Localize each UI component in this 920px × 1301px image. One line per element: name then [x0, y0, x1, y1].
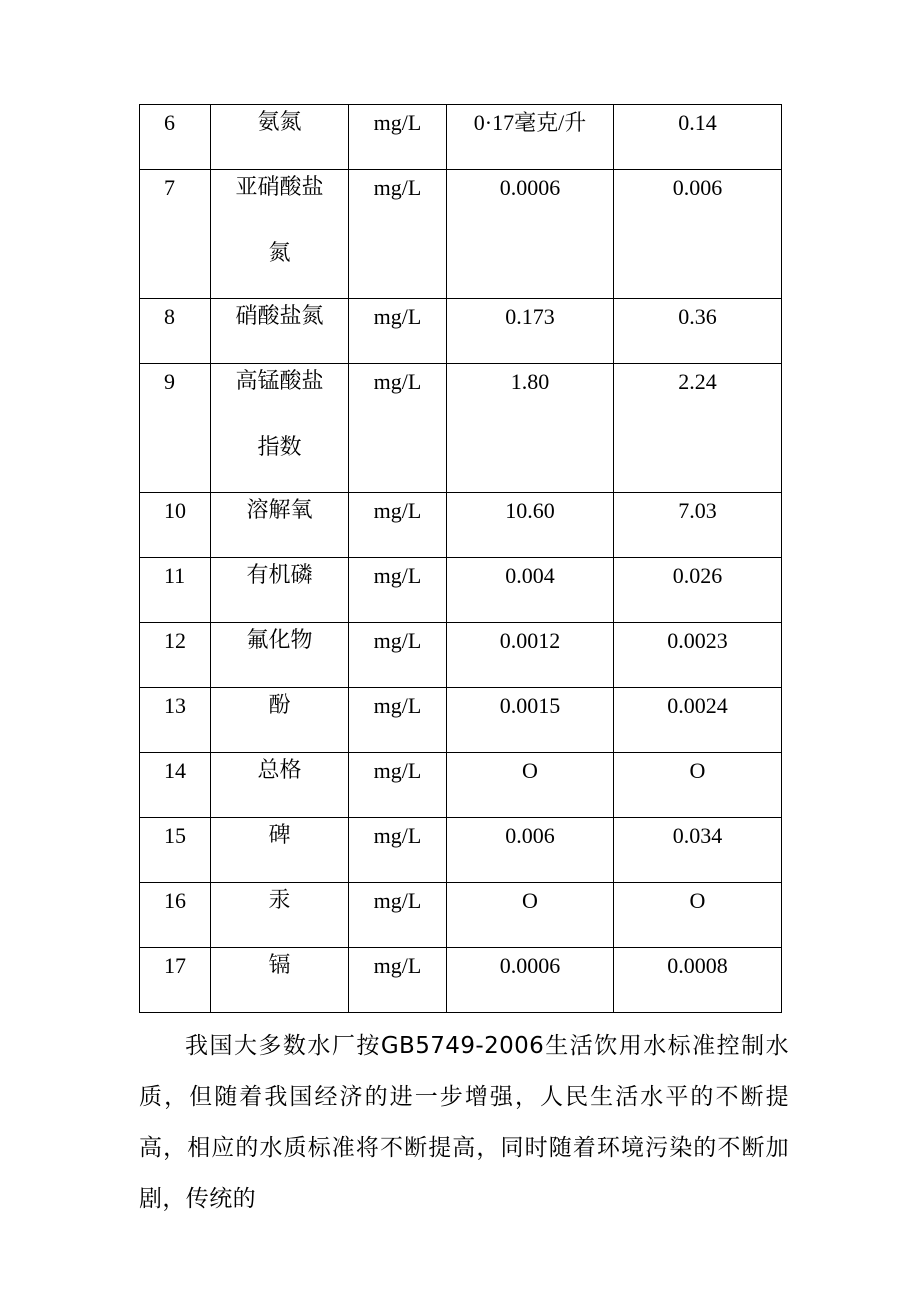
unit-cell [349, 948, 447, 1013]
row-number: 15 [164, 823, 186, 848]
row-number: 8 [164, 304, 175, 329]
row-number: 12 [164, 628, 186, 653]
value-2: 0.0008 [667, 953, 728, 978]
unit-cell [349, 170, 447, 299]
value-1: 0.0012 [499, 628, 561, 653]
unit: mg/L [373, 498, 422, 523]
indicator-name: 镉 [268, 953, 291, 978]
value-2: 0.0024 [667, 693, 728, 718]
value-1-cell [447, 364, 614, 493]
row-number: 11 [164, 563, 186, 588]
indicator-name-cell [211, 170, 349, 299]
indicator-name: 碑 [268, 823, 291, 848]
table-body [140, 105, 782, 1013]
indicator-name: 氟化物 [246, 628, 313, 653]
row-number: 7 [164, 175, 175, 200]
value-1-cell [447, 170, 614, 299]
table-row [140, 948, 782, 1013]
row-number-cell [140, 170, 211, 299]
row-number: 6 [164, 110, 175, 135]
value-2-cell [614, 170, 782, 299]
row-number-cell [140, 364, 211, 493]
unit: mg/L [373, 628, 422, 653]
indicator-name-cell [211, 364, 349, 493]
row-number: 10 [164, 498, 186, 523]
indicator-name: 硝酸盐氮 [235, 304, 324, 329]
value-2: 0.0023 [667, 628, 728, 653]
row-number: 9 [164, 369, 175, 394]
unit: mg/L [373, 110, 422, 135]
value-2: 0.006 [672, 175, 723, 200]
indicator-name: 溶解氧 [246, 498, 313, 523]
indicator-name: 亚硝酸盐 氮 [235, 175, 324, 266]
indicator-name: 氨氮 [257, 110, 302, 135]
value-2: 0.14 [678, 110, 717, 135]
value-1: 0.0006 [499, 175, 561, 200]
value-2: 0.026 [672, 563, 723, 588]
body-paragraph [139, 1021, 789, 1225]
indicator-name-cell [211, 948, 349, 1013]
unit: mg/L [373, 369, 422, 394]
unit: mg/L [373, 563, 422, 588]
value-1: 1.80 [510, 369, 550, 394]
value-1: 0.006 [505, 823, 555, 848]
unit: mg/L [373, 175, 422, 200]
value-1: 0.173 [505, 304, 555, 329]
unit: mg/L [373, 758, 422, 783]
value-1: 10.60 [505, 498, 555, 523]
unit: mg/L [373, 953, 422, 978]
row-number: 14 [164, 758, 186, 783]
value-1: 0.0015 [499, 693, 561, 718]
table-row [140, 170, 782, 299]
value-2: O [689, 888, 706, 913]
paragraph-text: 我国大多数水厂按GB5749-2006生活饮用水标准控制水质，但随着我国经济的进一步增强，人民生活水平的不断提高，相应的水质标准将不断提高，同时随着环境污染的不断加剧，传统的 [139, 1033, 789, 1212]
unit-cell [349, 364, 447, 493]
indicator-name: 总格 [257, 758, 302, 783]
value-2-cell [614, 948, 782, 1013]
indicator-name: 酚 [268, 693, 291, 718]
row-number: 17 [164, 953, 186, 978]
unit: mg/L [373, 888, 422, 913]
value-2: 7.03 [678, 498, 717, 523]
value-2: O [689, 758, 706, 783]
indicator-name: 高锰酸盐 指数 [235, 369, 324, 460]
value-2-cell [614, 364, 782, 493]
row-number-cell [140, 948, 211, 1013]
water-quality-table [139, 104, 782, 1013]
value-1-cell [447, 948, 614, 1013]
table-row [140, 364, 782, 493]
indicator-name: 汞 [268, 888, 291, 913]
row-number: 13 [164, 693, 186, 718]
value-2: 2.24 [678, 369, 717, 394]
value-2: 0.36 [678, 304, 717, 329]
indicator-name: 有机磷 [246, 563, 313, 588]
value-1: 0.0006 [499, 953, 561, 978]
value-1: 0·17毫克/升 [473, 110, 587, 135]
unit: mg/L [373, 304, 422, 329]
value-2: 0.034 [672, 823, 723, 848]
value-1: O [522, 758, 538, 783]
unit: mg/L [373, 693, 422, 718]
value-1: 0.004 [505, 563, 555, 588]
unit: mg/L [373, 823, 422, 848]
value-1: O [522, 888, 538, 913]
row-number: 16 [164, 888, 186, 913]
